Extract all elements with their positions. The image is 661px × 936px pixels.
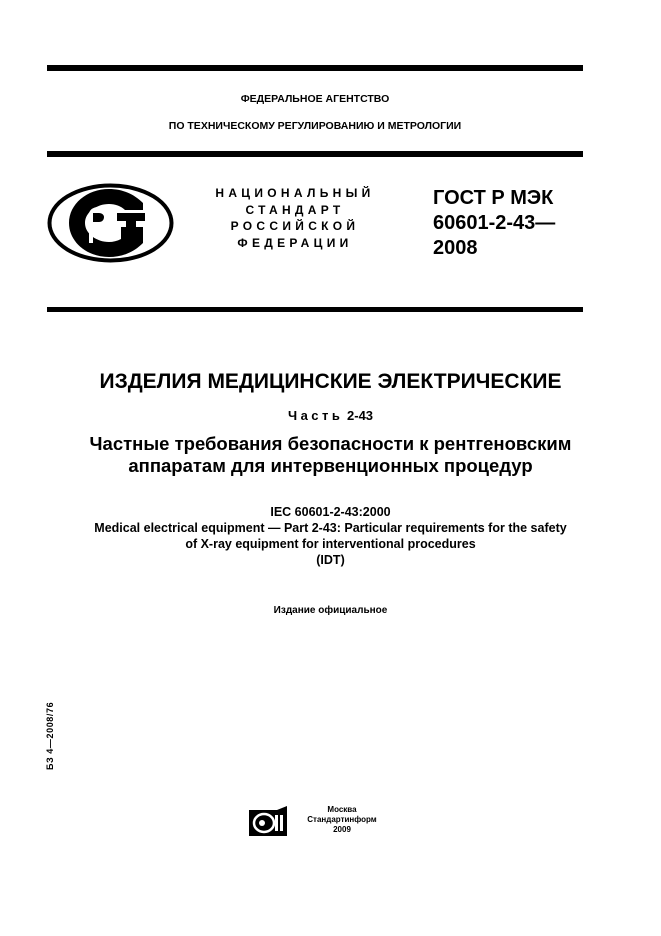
iec-title-line-1: Medical electrical equipment — Part 2-43: Particular requirements for the safety — [94, 521, 567, 535]
designation-line-1: ГОСТ Р МЭК — [433, 187, 554, 209]
part-number: 2-43 — [347, 408, 374, 423]
standartinform-logo-icon — [247, 806, 289, 838]
third-rule — [47, 307, 583, 312]
designation-line-3: 2008 — [433, 237, 478, 259]
standard-designation — [433, 186, 555, 261]
iec-title-line-2: of X-ray equipment for interventional procedures — [185, 537, 476, 551]
document-subtitle — [0, 433, 661, 477]
national-line-1: НАЦИОНАЛЬНЫЙ — [215, 186, 375, 200]
side-code: БЗ 4—2008/76 — [45, 701, 55, 770]
gost-logo — [47, 183, 174, 268]
subtitle-line-2: аппаратам для интервенционных процедур — [128, 455, 533, 476]
iec-code: IEC 60601-2-43:2000 — [270, 505, 391, 519]
iec-identity: (IDT) — [316, 553, 345, 567]
top-rule — [47, 65, 583, 71]
official-edition: Издание официальное — [273, 605, 388, 616]
agency-line-1: ФЕДЕРАЛЬНОЕ АГЕНТСТВО — [240, 93, 390, 105]
publisher-city: Москва — [327, 805, 357, 814]
second-rule — [47, 151, 583, 157]
subtitle-line-1: Частные требования безопасности к рентгеновским — [89, 433, 572, 454]
national-line-2: СТАНДАРТ — [245, 202, 345, 217]
national-line-4: ФЕДЕРАЦИИ — [237, 235, 353, 250]
publisher-logo — [247, 806, 289, 843]
publisher-name: Стандартинформ — [307, 815, 377, 824]
designation-line-2: 60601-2-43— — [433, 212, 556, 234]
iec-reference — [0, 504, 661, 568]
agency-line-2: ПО ТЕХНИЧЕСКОМУ РЕГУЛИРОВАНИЮ И МЕТРОЛОГИИ — [168, 120, 462, 132]
publisher-year: 2009 — [333, 825, 351, 834]
document-title: ИЗДЕЛИЯ МЕДИЦИНСКИЕ ЭЛЕКТРИЧЕСКИЕ — [99, 370, 562, 393]
part-heading — [0, 408, 661, 423]
rst-gost-mark-icon — [47, 183, 174, 263]
publisher-info — [292, 805, 392, 835]
national-line-3: РОССИЙСКОЙ — [230, 219, 360, 233]
part-label: Часть — [287, 408, 344, 423]
national-standard-label — [200, 185, 390, 251]
